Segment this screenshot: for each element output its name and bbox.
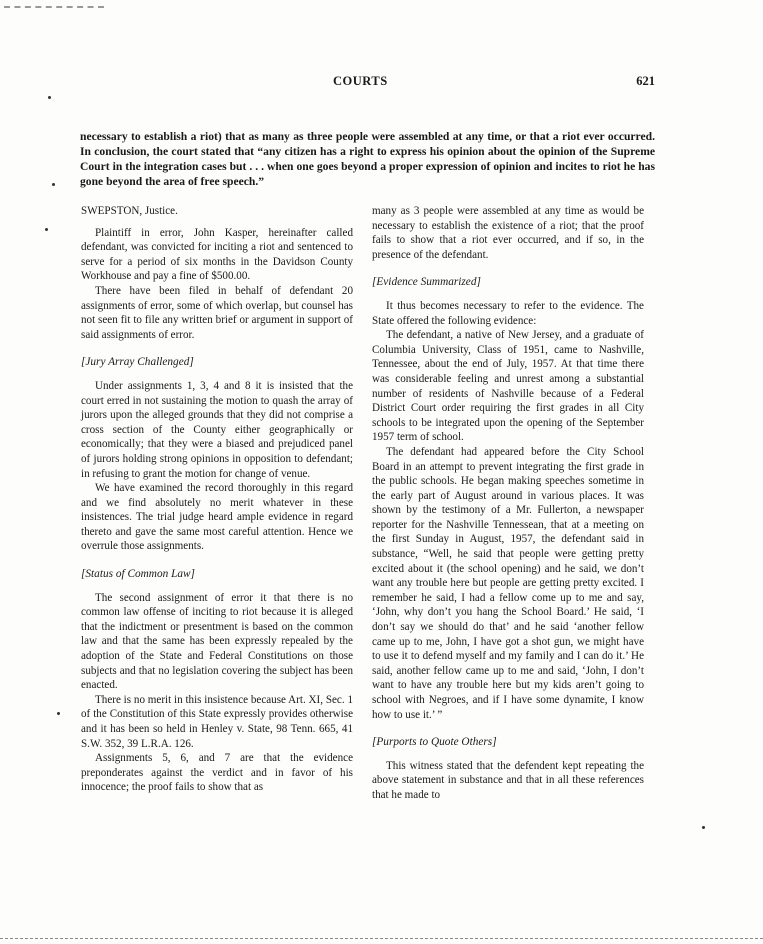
paragraph: The defendant, a native of New Jersey, and a graduate of Columbia University, Class of 1951, came to Nashville, Tennessee, about the end of July, 1957. At that time there was considerable feeling and unrest among a substantial number of residents of Nashville because of a Federal District Court order requiring the first grades in all City schools to be integrated upon the opening of the September 1957 term of school. [372,329,644,444]
section-heading-common-law: [Status of Common Law] [81,568,195,581]
scan-speck [45,228,48,231]
scan-speck [48,96,51,99]
paragraph: There have been filed in behalf of defendant 20 assignments of error, some of which overlap, but counsel has not seen fit to file any written brief or argument in support of said assignments of error. [81,284,353,341]
section-heading-jury-array: [Jury Array Challenged] [81,356,194,369]
scan-speck [52,183,55,186]
scan-top-edge [4,6,104,8]
paragraph: Plaintiff in error, John Kasper, hereinafter called defendant, was convicted for inciting a riot and sentenced to serve for a period of six months in the Davidson County Workhouse and pay a fine of $500.00. [81,226,353,283]
paragraph: This witness stated that the defendent kept repeating the above statement in substance and that in all these references that he made to [372,759,644,801]
scan-speck [702,826,705,829]
paragraph: Under assignments 1, 3, 4 and 8 it is insisted that the court erred in not sustaining the motion to quash the array of jurors upon the alleged grounds that they did not comprise a cross section of the County either geographically or economically; that they were a biased and prejudiced panel of jurors holding strong opinions in opposition to defendant; in refusing to grant the motion for change of venue. [81,379,353,480]
right-column [372,204,644,803]
paragraph: It thus becomes necessary to refer to the evidence. The State offered the following evidence: [372,299,644,327]
section-heading-quote-others: [Purports to Quote Others] [372,736,497,749]
scan-speck [57,712,60,715]
opinion-author: SWEPSTON, Justice. [81,205,178,217]
paragraph: We have examined the record thoroughly in this regard and we find absolutely no merit whatever in these insistences. The trial judge heard ample evidence in regard thereto and gave the same most careful attention. Hence we overrule those assignments. [81,482,353,553]
running-head: COURTS [333,74,388,88]
page-header [80,74,655,94]
headnote: necessary to establish a riot) that as many as three people were assembled at any time, or that a riot ever occurred. In conclusion, the court stated that “any citizen has a right to express his opinion about the opinion of the Supreme Court in the integration cases but . . . when one goes beyond a proper expression of opinion and incites to riot he has gone beyond the area of free speech.” [80,130,655,188]
section-heading-evidence: [Evidence Summarized] [372,276,481,289]
paragraph: Assignments 5, 6, and 7 are that the evidence preponderates against the verdict and in favor of his innocence; the proof fails to show that as [81,752,353,794]
paragraph: The defendant had appeared before the City School Board in an attempt to prevent integrating the first grade in the public schools. He began making speeches sometime in the early part of August around in various places. It was shown by the testimony of a Mr. Fullerton, a newspaper reporter for the Nashville Tennessean, that at a meeting on the first Sunday in August, 1957, the defendant said in substance, “Well, he said that people were getting pretty excited about it (the school opening) and he said, we don’t want any trouble here but people are getting pretty excited. I remember he said, I had a fellow come up to me and say, ‘John, why don’t you hang the School Board.’ He said, ‘I don’t say we should do that’ and he said ‘another fellow came up to me, John, I have got a shot gun, we might have to use it to defend myself and my family and I can do it.’ He said, another fellow came up to me and said, ‘John, I don’t want to have any trouble here but my kids aren’t going to school with Negroes, and if I have some dynamite, I know how to use it.’ ” [372,445,644,721]
scan-bottom-edge [0,938,763,939]
paragraph: There is no merit in this insistence because Art. XI, Sec. 1 of the Constitution of this State expressly provides otherwise and it has been so held in Henley v. State, 98 Tenn. 665, 41 S.W. 352, 39 L.R.A. 126. [81,693,353,750]
page-number: 621 [636,74,655,88]
paragraph: The second assignment of error it that there is no common law offense of inciting to riot because it is alleged that the indictment or presentment is based on the common law and that the same has been expressly repealed by the adoption of the State and Federal Constitutions on those subjects and that no legislation covering the subject has been enacted. [81,591,353,692]
left-column [81,204,353,795]
paragraph-continuation: many as 3 people were assembled at any time as would be necessary to establish the existence of a riot; that the proof fails to show that a riot ever occurred, and if so, in the presence of the defendant. [372,205,644,261]
